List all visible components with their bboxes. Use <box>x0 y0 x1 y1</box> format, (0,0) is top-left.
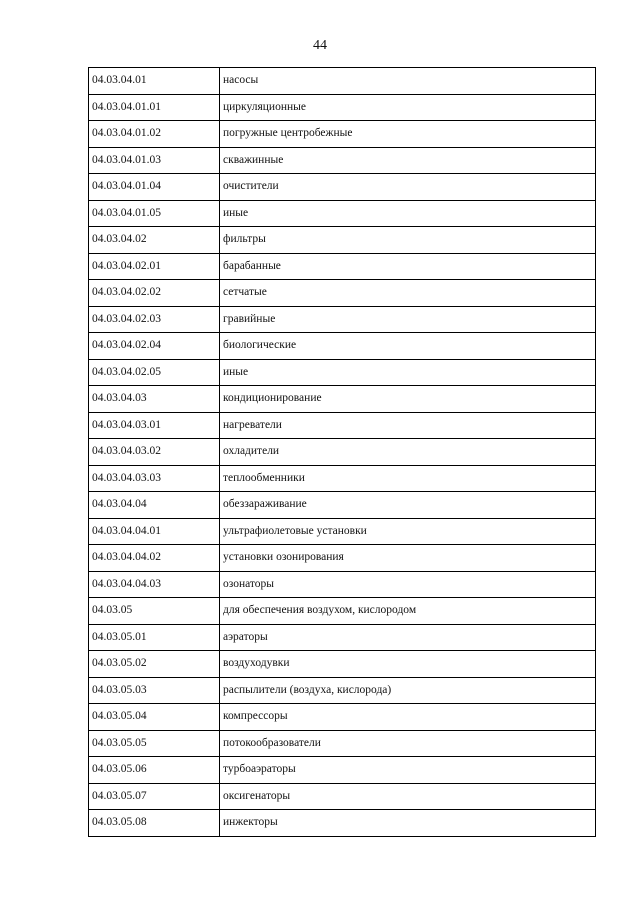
code-cell: 04.03.04.03 <box>89 386 220 413</box>
table-row <box>89 624 596 651</box>
code-cell: 04.03.04.03.02 <box>89 439 220 466</box>
code-cell: 04.03.05.03 <box>89 677 220 704</box>
table-row <box>89 704 596 731</box>
name-cell: для обеспечения воздухом, кислородом <box>220 598 596 625</box>
code-cell: 04.03.04.02 <box>89 227 220 254</box>
table-row <box>89 227 596 254</box>
code-cell: 04.03.04.02.05 <box>89 359 220 386</box>
table-row <box>89 306 596 333</box>
name-cell: сетчатые <box>220 280 596 307</box>
name-cell: фильтры <box>220 227 596 254</box>
name-cell: турбоаэраторы <box>220 757 596 784</box>
table-row <box>89 810 596 837</box>
code-cell: 04.03.04.02.02 <box>89 280 220 307</box>
name-cell: инжекторы <box>220 810 596 837</box>
table-row <box>89 174 596 201</box>
code-cell: 04.03.05.08 <box>89 810 220 837</box>
code-cell: 04.03.04.04.03 <box>89 571 220 598</box>
table-row <box>89 492 596 519</box>
name-cell: нагреватели <box>220 412 596 439</box>
table-row <box>89 439 596 466</box>
table-row <box>89 783 596 810</box>
name-cell: барабанные <box>220 253 596 280</box>
name-cell: потокообразователи <box>220 730 596 757</box>
name-cell: воздуходувки <box>220 651 596 678</box>
table-row <box>89 757 596 784</box>
table-row <box>89 280 596 307</box>
code-cell: 04.03.04.04 <box>89 492 220 519</box>
code-cell: 04.03.04.01.02 <box>89 121 220 148</box>
table-row <box>89 677 596 704</box>
code-cell: 04.03.05.04 <box>89 704 220 731</box>
code-cell: 04.03.04.02.01 <box>89 253 220 280</box>
table-row <box>89 651 596 678</box>
name-cell: оксигенаторы <box>220 783 596 810</box>
table-row <box>89 147 596 174</box>
code-cell: 04.03.04.02.03 <box>89 306 220 333</box>
page-number: 44 <box>313 38 327 53</box>
table-row <box>89 518 596 545</box>
code-cell: 04.03.04.01.03 <box>89 147 220 174</box>
name-cell: установки озонирования <box>220 545 596 572</box>
name-cell: иные <box>220 200 596 227</box>
code-cell: 04.03.04.01 <box>89 68 220 95</box>
code-cell: 04.03.05.01 <box>89 624 220 651</box>
table-row <box>89 412 596 439</box>
name-cell: погружные центробежные <box>220 121 596 148</box>
table-row <box>89 571 596 598</box>
name-cell: аэраторы <box>220 624 596 651</box>
code-cell: 04.03.04.04.01 <box>89 518 220 545</box>
table-row <box>89 94 596 121</box>
table-row <box>89 333 596 360</box>
table-row <box>89 68 596 95</box>
table-body <box>89 68 596 837</box>
code-cell: 04.03.05 <box>89 598 220 625</box>
table-row <box>89 465 596 492</box>
name-cell: теплообменники <box>220 465 596 492</box>
name-cell: кондиционирование <box>220 386 596 413</box>
table-row <box>89 386 596 413</box>
name-cell: иные <box>220 359 596 386</box>
name-cell: очистители <box>220 174 596 201</box>
classification-table <box>88 67 596 837</box>
code-cell: 04.03.04.03.01 <box>89 412 220 439</box>
table-row <box>89 121 596 148</box>
name-cell: распылители (воздуха, кислорода) <box>220 677 596 704</box>
name-cell: ультрафиолетовые установки <box>220 518 596 545</box>
table-row <box>89 253 596 280</box>
name-cell: обеззараживание <box>220 492 596 519</box>
table-row <box>89 730 596 757</box>
code-cell: 04.03.05.05 <box>89 730 220 757</box>
name-cell: скважинные <box>220 147 596 174</box>
code-cell: 04.03.04.01.04 <box>89 174 220 201</box>
table-row <box>89 545 596 572</box>
name-cell: насосы <box>220 68 596 95</box>
code-cell: 04.03.04.04.02 <box>89 545 220 572</box>
name-cell: циркуляционные <box>220 94 596 121</box>
table-row <box>89 359 596 386</box>
code-cell: 04.03.05.02 <box>89 651 220 678</box>
name-cell: озонаторы <box>220 571 596 598</box>
table-row <box>89 200 596 227</box>
name-cell: гравийные <box>220 306 596 333</box>
code-cell: 04.03.04.01.05 <box>89 200 220 227</box>
code-cell: 04.03.04.03.03 <box>89 465 220 492</box>
code-cell: 04.03.04.01.01 <box>89 94 220 121</box>
code-cell: 04.03.05.07 <box>89 783 220 810</box>
name-cell: охладители <box>220 439 596 466</box>
table-row <box>89 598 596 625</box>
code-cell: 04.03.05.06 <box>89 757 220 784</box>
code-cell: 04.03.04.02.04 <box>89 333 220 360</box>
name-cell: биологические <box>220 333 596 360</box>
name-cell: компрессоры <box>220 704 596 731</box>
